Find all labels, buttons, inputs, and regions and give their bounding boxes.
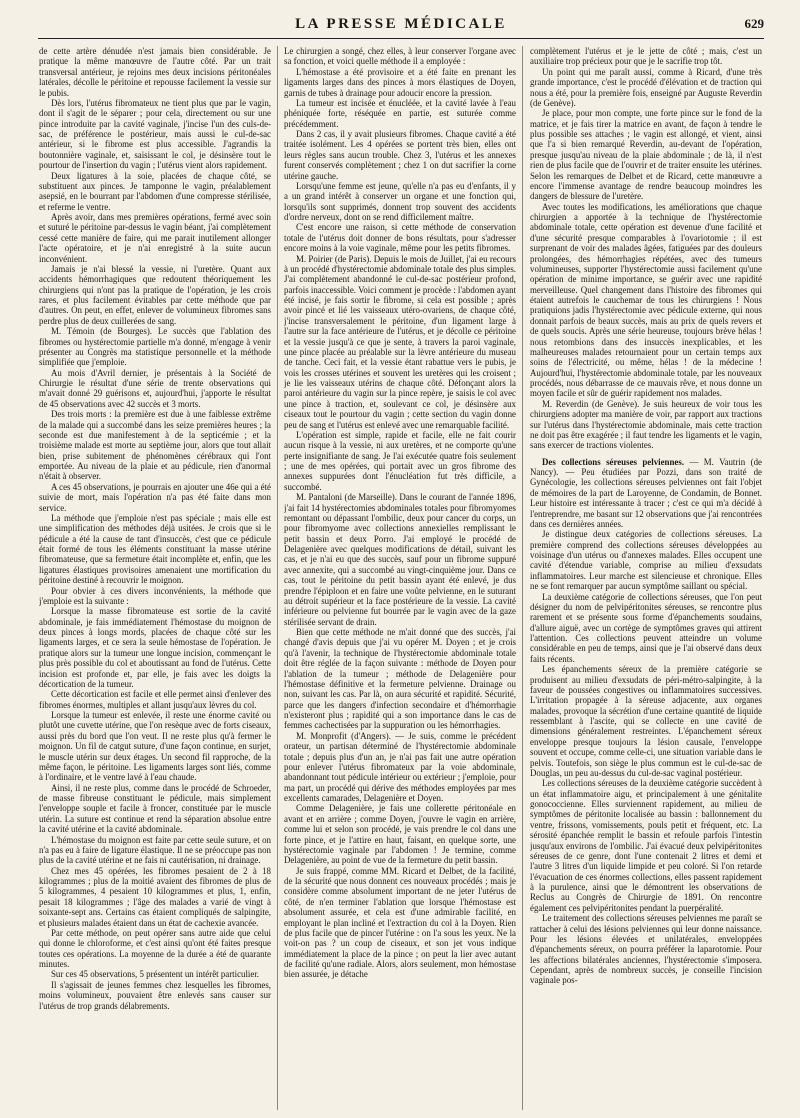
- paragraph: Il s'agissait de jeunes femmes chez lesquelles les fibromes, moins volumineux, pouvaient être enlevés sans causer sur l'utérus de trop grands délabrements.: [39, 979, 271, 1011]
- paragraph: Au mois d'Avril dernier, je présentais à la Société de Chirurgie le résultat d'une série de trente observations qui m'avait donné 29 guérisons et, aujourd'hui, j'apporte le résultat de 45 observations avec 42 succès et 3 morts.: [39, 367, 271, 409]
- journal-title: LA PRESSE MÉDICALE: [295, 16, 507, 32]
- paragraph: Dès lors, l'utérus fibromateux ne tient plus que par le vagin, dont il s'agit de le séparer ; pour cela, directement ou sur une pince introduite par la cavité vaginale, j'incise l'un des culs-de-sac, de préférence le postérieur, mais aussi le cul-de-sac antérieur, si le fibrome est plus accessible. J'agrandis la boutonnière vaginale, et, saisissant le col, je désinsère tout le pourtour de l'insertion du vagin ; l'utérus vient alors rapidement.: [39, 97, 271, 171]
- paragraph: Après avoir, dans mes premières opérations, fermé avec soin et suturé le péritoine par-dessus le vagin béant, j'ai complètement cessé cette manière de faire, qui me parait inutilement allonger l'acte opératoire, et je n'ai enregistré à la suite aucun inconvénient.: [39, 212, 271, 264]
- paragraph: de cette artère dénudée n'est jamais bien considérable. Je pratique la même manœuvre de l'autre côté. Par un trait transversal antérieur, je rejoins mes deux incisions péritonéales latérales, décolle le péritoine et repousse facilement la vessie sur le pubis.: [39, 46, 271, 98]
- paragraph: Je distingue deux catégories de collections séreuses. La première comprend des collections séreuses développées au voisinage d'un utérus ou d'annexes malades. Elles occupent une cavité d'étendue variable, comprise au milieu d'exsudats inflammatoires. Leur marche est silencieuse et chronique. Elles ne se font remarquer par aucun symptôme saillant ou spécial.: [530, 529, 762, 592]
- paragraph: Les collections séreuses de la deuxième catégorie succèdent à un état inflammatoire aigu, et principalement à une génitalite gonococcienne. Elles surviennent rapidement, au milieu de symptômes de péritonite localisée au bassin : ballonnement du ventre, frissons, vomissements, pouls petit et fréquent, etc. La sérosité épanchée remplit le bassin et refoule parfois l'intestin jusqu'aux environs de l'ombilic. J'ai évacué deux pelvipéritonites séreuses de ce genre, dont l'une contenait 2 litres et demi et l'autre 3 litres d'un liquide limpide et peu coloré. Si l'on retarde l'évacuation de ces énormes collections, elles passent rapidement à la purulence, ainsi que le démontrent les observations de Reclus au Congrès de Chirurgie de 1891. On rencontre également ces pelvipéritonites pendant la puerpéralité.: [530, 778, 762, 913]
- paragraph: Lorsqu'une femme est jeune, qu'elle n'a pas eu d'enfants, il y a un grand intérêt à conserver un organe et une fonction qui, lorsqu'ils sont supprimés, donnent trop souvent des accidents d'ordre nerveux, dont on se rend difficilement maître.: [284, 180, 516, 222]
- section-title: Des collections séreuses pelviennes.: [542, 456, 685, 467]
- paragraph: Le traitement des collections séreuses pelviennes me paraît se rattacher à celui des lésions pelviennes qui leur donne naissance. Pour les lésions élevées et unilatérales, enveloppées d'épanchements séreux, on pourra préférer la laparotomie. Pour les affections bilatérales anciennes, l'hystérectomie s'imposera. Cependant, après de nombreux succès, je conseille l'incision vaginale pos-: [530, 913, 762, 986]
- paragraph: Dans 2 cas, il y avait plusieurs fibromes. Chaque cavité a été traitée isolément. Les 4 opérées se portent très bien, elles ont leurs règles sans aucun trouble. Chez 3, l'utérus et les annexes furent conservés complètement ; chez 1 on dut sacrifier la corne utérine gauche.: [284, 129, 516, 181]
- paragraph: Le chirurgien a songé, chez elles, à leur conserver l'organe avec sa fonction, et voici quelle méthode il a employée :: [284, 46, 516, 67]
- paragraph: La deuxième catégorie de collections séreuses, que l'on peut désigner du nom de pelvipéritonites séreuses, se rencontre plus rarement et se présente sous forme d'épanchements soudains, d'allure aiguë, avec un cortège de symptômes graves qui attirent l'attention. Ces collections peuvent atteindre un volume considérable en peu de temps, ainsi que je l'ai observé dans deux faits récents.: [530, 591, 762, 664]
- paragraph: Cette décortication est facile et elle permet ainsi d'enlever des fibromes énormes, multiples et allant jusqu'aux lèvres du col.: [39, 689, 271, 710]
- paragraph: La tumeur est incisée et énucléée, et la cavité lavée à l'eau phéniquée forte, réséquée en partie, est suturée comme précédemment.: [284, 97, 516, 129]
- paragraph: Bien que cette méthode ne m'ait donné que des succès, j'ai changé d'avis depuis que j'ai vu opérer M. Doyen ; et je crois qu'à l'avenir, la technique de l'hystérectomie abdominale totale doit être réglée de la façon suivante : méthode de Doyen pour l'ablation de la tumeur ; méthode de Delagenière pour l'hémostase définitive et la fermeture pelvienne. Drainage ou non, suivant les cas. Par là, on aura sécurité et rapidité. Sécurité, parce que les dangers d'infection secondaire et d'hémorrhagie n'existeront plus ; rapidité qui a son importance dans le cas de femmes cachectisées par la suppuration ou les hémorrhagies.: [284, 627, 516, 731]
- paragraph: Par cette méthode, on peut opérer sans autre aide que celui qui donne le chloroforme, et c'est ainsi qu'ont été faites presque toutes ces opérations. La moyenne de la durée a été de quarante minutes.: [39, 927, 271, 969]
- paragraph: L'hémostase a été provisoire et a été faite en prenant les ligaments larges dans des pinces à mors élastiques de Doyen, garnis de tubes à drainage pour adoucir encore la pression.: [284, 66, 516, 98]
- paragraph: Je suis frappé, comme MM. Ricard et Delbet, de la facilité, de la sécurité que nous donnent ces nouveaux procédés ; mais je considère comme absolument important de ne jeter l'utérus de côté, de n'en terminer l'ablation que lorsque l'hémostase est absolument assurée, et cela est d'une admirable facilité, en employant le plan incliné et l'extraction du col à la Doyen. Rien de plus facile que de pincer l'utérine : on l'a sous les yeux. Ne la voit-on pas ? un coup de ciseaux, et son jet vous indique immédiatement la place de la pince ; on peut la lier avec autant de facilité qu'une radiale. Alors, alors seulement, mon hémostase bien assurée, je détache: [284, 865, 516, 980]
- column-divider: [277, 46, 278, 1110]
- page-header: [38, 16, 764, 36]
- paragraph: L'opération est simple, rapide et facile, elle ne fait courir aucun risque à la vessie, ni aux uretères, et ne comporte qu'une perte insignifiante de sang. Je l'ai exécutée quatre fois seulement ; une de mes opérées, qui portait avec un gros fibrome des annexes suppurées dont l'énucléation fut très difficile, a succombé.: [284, 429, 516, 492]
- paragraph: A ces 45 observations, je pourrais en ajouter une 46e qui a été suivie de mort, mais l'opération n'a pas été faite dans mon service.: [39, 481, 271, 513]
- paragraph: Jamais je n'ai blessé la vessie, ni l'uretère. Quant aux accidents hémorrhagiques que redoutent théoriquement les chirurgiens qui n'ont pas la pratique de l'opération, je les crois rares, et plus facilement évitables par cette méthode que par d'autres. On peut, en effet, enlever de volumineux fibromes sans perdre plus de deux cuillerées de sang.: [39, 263, 271, 326]
- paragraph: Lorsque la tumeur est enlevée, il reste une énorme cavité ou plutôt une cuvette utérine, que l'on resèque avec de forts ciseaux, aussi près du bord que l'on veut. Il ne reste plus qu'à fermer le moignon. Un fil de catgut suture, d'une façon continue, en surjet, le muscle utérin sur deux étages. Un second fil rapproche, de la même façon, le péritoine. Les ligaments larges sont liés, comme à l'ordinaire, et le ventre lavé à l'eau chaude.: [39, 710, 271, 783]
- paragraph: M. Pantaloni (de Marseille). Dans le courant de l'année 1896, j'ai fait 14 hystérectomies abdominales totales pour fibromyomes remontant ou dépassant l'ombilic, deux pour cancer du corps, un pour fibromyome avec collections annexielles remplissant le petit bassin et deux Porro. J'ai employé le procédé de Delagenière avec quelques modifications de détail, suivant les cas, et je n'ai eu que des succès, sauf pour un fibrome suppuré avec annexite, qui a succombé au vingt-cinquième jour. Dans ce cas, tout le péritoine du petit bassin ayant été enlevé, je dus prendre l'épiploon et en faire une voûte pelvienne, en le suturant au détroit supérieur et la face postérieure de la vessie. La cavité inférieure ou pelvienne fut bourrée par le vagin avec de la gaze stérilisée servant de drain.: [284, 492, 516, 627]
- paragraph: L'hémostase du moignon est faite par cette seule suture, et on n'a pas eu à faire de ligature élastique. Il ne se préoccupe pas non plus de la cavité utérine et ne fais ni cautérisation, ni drainage.: [39, 834, 271, 866]
- paragraph: Comme Delagenière, je fais une collerette péritonéale en avant et en arrière ; comme Doyen, j'ouvre le vagin en arrière, comme lui et selon son procédé, je vais prendre le col dans une forte pince, et je l'attire en haut, faisant, en quelque sorte, une hystérectomie vaginale par l'abdomen ! Je termine, comme Delagenière, au point de vue de la fermeture du petit bassin.: [284, 803, 516, 866]
- paragraph: M. Témoin (de Bourges). Le succès que l'ablation des fibromes ou hystérectomie partielle m'a donné, m'engage à venir présenter au Congrès ma statistique personnelle et la méthode simplifiée que j'emploie.: [39, 326, 271, 368]
- text-column-2: [284, 46, 516, 1110]
- text-column-1: [39, 46, 271, 1110]
- paragraph: Sur ces 45 observations, 5 présentent un intérêt particulier.: [51, 969, 260, 980]
- paragraph: Pour obvier à ces divers inconvénients, la méthode que j'emploie est la suivante :: [39, 585, 271, 606]
- paragraph: Avec toutes les modifications, les améliorations que chaque chirurgien a apportée à la technique de l'hystérectomie abdominale totale, cette opération est devenue d'une facilité et d'une sécurité presque comparables à l'ovariotomie ; il est surprenant de voir des malades âgées, fatiguées par des douleurs prolongées, des hémorrhagies répétées, avec des tumeurs volumineuses, supporter l'hystérectomie aussi facilement qu'une opération de minime importance, se guérir avec une rapidité merveilleuse. Quel changement dans l'histoire des fibromes qui étaient autrefois le cauchemar de tous les chirurgiens ! Nous pratiquions jadis l'hystérectomie avec pédicule externe, qui nous donnait parfois de beaux succès, mais au prix de quels revers et de quels soucis. Après une série heureuse, toujours brève hélas ! nous retombions dans des insuccès inexplicables, et les malheureuses malades retournaient pour un certain temps aux soins de l'électricité, ou même, hélas ! de la médecine ! Aujourd'hui, l'hystérectomie abdominale totale, par les nouveaux procédés, nous débarrasse de ce mauvais rêve, et nous donne un moyen facile et sûr de guérir rapidement nos malades.: [530, 201, 762, 399]
- paragraph: complètement l'utérus et je le jette de côté ; mais, c'est un auxiliaire trop précieux pour que je le sacrifie trop tôt.: [530, 46, 762, 67]
- paragraph: M. Poirier (de Paris). Depuis le mois de Juillet, j'ai eu recours à un procédé d'hystérectomie abdominale totale des plus simples. J'ai complètement abandonné le cul-de-sac postérieur profond, parfois inaccessible. Voici comment je procède : l'abdomen ayant été incisé, je fais sortir le fibrome, si cela est possible ; après avoir pincé et lié les vaisseaux utéro-ovariens, de chaque côté, j'incise transversalement le péritoine, d'un ligament large à l'autre sur la face antérieure de l'utérus, et je décolle ce péritoine et la vessie jusqu'à ce que je sente, à travers la paroi vaginale, une pince placée au préalable sur la lèvre antérieure du museau de tanche. Ceci fait, et la vessie étant rabattue vers le pubis, je vois les crosses utérines et souvent les uretères qui les croisent ; je lie les vaisseaux utérins de chaque côté. Défonçant alors la paroi antérieure du vagin sur la pince repère, je saisis le col avec une pince à traction, et, soulevant ce col, je désinsère aux ciseaux tout le pourtour du vagin ; cette section du vagin donne peu de sang et l'utérus est enlevé avec une remarquable facilité.: [284, 253, 516, 430]
- text-column-3: [530, 46, 762, 1110]
- section-lead: — M. Vautrin (de Nancy). — Peu étudiées par Pozzi, dans son traité de Gynécologie, les collections séreuses pelviennes ont fait l'objet de mémoires de la part de Laroyenne, de Condamin, de Bonnet. Leur histoire est intéressante à tracer ; c'est ce qui m'a décidé à l'entreprendre, me basant sur 12 observations que j'ai rencontrées dans ces dernières années.: [530, 456, 762, 529]
- page-number: 629: [744, 16, 764, 31]
- column-divider: [522, 46, 523, 1110]
- paragraph: Les épanchements séreux de la première catégorie se produisent au milieu d'exsudats de péri-métro-salpingite, à la faveur de poussées congestives ou inflammatoires successives. L'irritation propagée à la séreuse adjacente, aux organes malades, provoque la sécrétion d'une certaine quantité de liquide ressemblant à l'ascite, qui se collecte en une cavité de dimensions généralement restreintes. L'épanchement séreux enveloppe presque toujours la lésion causale, l'enveloppe souvent et occupe, comme celle-ci, une situation variable dans le pelvis. Toutefois, son siège le plus commun est le cul-de-sac de Douglas, un peu au-dessus du cul-de-sac vaginal postérieur.: [530, 664, 762, 778]
- paragraph: Je place, pour mon compte, une forte pince sur le fond de la matrice, et je fais tirer la matrice en avant, de façon à tendre le plus possible ses attaches ; le vagin est allongé, et vient, ainsi que l'a si bien remarqué Reverdin, au-devant de l'opération, presque jusqu'au niveau de la plaie abdominale ; de là, il n'est rien de plus facile que de l'ouvrir et de traiter ensuite les utérines. Selon les remarques de Delbet et de Ricard, cette manœuvre a encore l'immense avantage de rendre beaucoup moindres les dangers de blessure de l'uretère.: [530, 108, 762, 202]
- section-heading: [530, 457, 762, 530]
- paragraph: Chez mes 45 opérées, les fibromes pesaient de 2 à 18 kilogrammes ; plus de la moitié avaient des fibromes de plus de 5 kilogrammes, 4 pesaient 10 kilogrammes et plus, 1, enfin, pesait 18 kilogrammes ; l'âge des malades a varié de vingt à soixante-sept ans. Certains cas étaient compliqués de salpingite, et plusieurs malades étaient dans un état de cachexie avancée.: [39, 865, 271, 928]
- paragraph: Des trois morts : la première est due à une faiblesse extrême de la malade qui a succombé dans les seize premières heures ; la seconde est due manifestement à de la septicémie ; et la troisième malade est morte au septième jour, alors que tout allait bien, prise subitement de phénomènes cérébraux qui l'ont emportée. Au niveau de la plaie et au pédicule, rien d'anormal n'était à observer.: [39, 409, 271, 482]
- header-rule: [38, 38, 764, 39]
- paragraph: Lorsque la masse fibromateuse est sortie de la cavité abdominale, je fais immédiatement l'hémostase du moignon de deux pinces à longs mords, placées de chaque côté sur les ligaments larges, et ce sera la seule hémostase de l'opération. Je pratique alors sur la tumeur une longue incision, commençant le plus près possible du col et aboutissant au fond de l'utérus. Cette incision est profonde et, par elle, je fais avec les doigts la décortication de la tumeur.: [39, 606, 271, 689]
- paragraph: M. Monprofit (d'Angers). — Je suis, comme le précédent orateur, un partisan déterminé de l'hystérectomie abdominale totale ; depuis plus d'un an, je n'ai pas fait une autre opération pour enlever l'utérus fibromateux par la voie abdominale, abandonnant tout pédicule intérieur ou extérieur ; j'emploie, pour ma part, un procédé qui dérive des méthodes employées par mes excellents camarades, Delagenière et Doyen.: [284, 730, 516, 803]
- paragraph: Ainsi, il ne reste plus, comme dans le procédé de Schroeder, de masse fibreuse constituant le pédicule, mais simplement l'enveloppe souple et facile à froncer, constituée par le muscle utérin. La suture est continue et rend la séparation absolue entre la cavité utérine et la cavité abdominale.: [39, 782, 271, 835]
- paragraph: Un point qui me paraît aussi, comme à Ricard, d'une très grande importance, c'est le procédé d'élévation et de traction qui nous a été, pour la première fois, enseigné par Auguste Reverdin (de Genève).: [530, 66, 762, 108]
- paragraph: M. Reverdin (de Genève). Je suis heureux de voir tous les chirurgiens adopter ma manière de voir, par rapport aux tractions sur l'utérus dans l'hystérectomie abdominale, mais cette traction ne doit pas être exagérée ; il faut tendre les ligaments et le vagin, sans exercer de tractions violentes.: [530, 398, 762, 451]
- paragraph: C'est encore une raison, si cette méthode de conservation totale de l'utérus doit donner de bons résultats, pour s'adresser encore moins à la voie vaginale, même pour les petits fibromes.: [284, 222, 516, 254]
- paragraph: La méthode que j'emploie n'est pas spéciale ; mais elle est une simplification des méthodes déjà usitées. Je crois que si le pédicule a été la cause de tant d'insuccès, c'est que ce pédicule était formé de tous les éléments constituant la masse utérine fibromateuse, que sa fermeture était incomplète et, enfin, que les ligatures élastiques provisoires amenaient une mortification du péritoine destiné à recouvrir le moignon.: [39, 512, 271, 586]
- paragraph: Deux ligatures à la soie, placées de chaque côté, se substituent aux pinces. Je tamponne le vagin, préalablement asepsié, en le bourrant par l'abdomen d'une compresse stérilisée, et referme le ventre.: [39, 170, 271, 212]
